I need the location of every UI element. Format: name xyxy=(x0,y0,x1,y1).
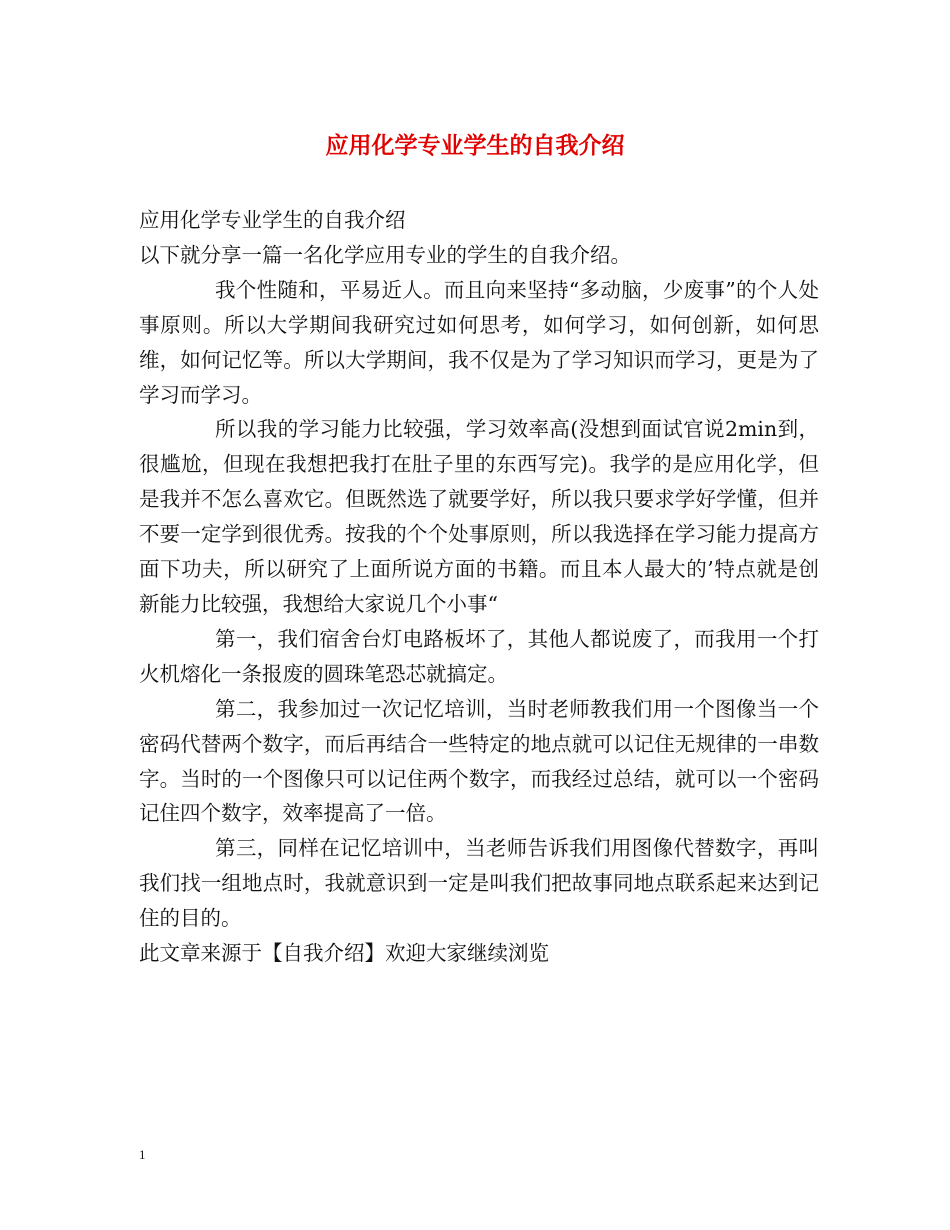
paragraph-example-first: 第一，我们宿舍台灯电路板坏了，其他人都说废了，而我用一个打火机熔化一条报废的圆珠笔恐芯就搞定。 xyxy=(139,626,819,686)
page-number: 1 xyxy=(139,1147,146,1162)
document-body xyxy=(139,203,819,971)
page-title: 应用化学专业学生的自我介绍 xyxy=(325,133,625,159)
intro-line: 以下就分享一篇一名化学应用专业的学生的自我介绍。 xyxy=(139,242,631,267)
paragraph-example-third: 第三，同样在记忆培训中，当老师告诉我们用图像代替数字，再叫我们找一组地点时，我就意识到一定是叫我们把故事同地点联系起来达到记住的目的。 xyxy=(139,836,819,931)
paragraph-personality: 我个性随和，平易近人。而且向来坚持“多动脑，少废事”的个人处事原则。所以大学期间我研究过如何思考，如何学习，如何创新，如何思维，如何记忆等。所以大学期间，我不仅是为了学习知识而学习，更是为了学习而学习。 xyxy=(139,277,819,407)
paragraph-example-second: 第二，我参加过一次记忆培训，当时老师教我们用一个图像当一个密码代替两个数字，而后再结合一些特定的地点就可以记住无规律的一串数字。当时的一个图像只可以记住两个数字，而我经过总结，就可以一个密码记住四个数字，效率提高了一倍。 xyxy=(139,696,819,826)
source-note: 此文章来源于【自我介绍】欢迎大家继续浏览 xyxy=(139,941,549,966)
subtitle: 应用化学专业学生的自我介绍 xyxy=(139,208,406,232)
paragraph-learning-ability: 所以我的学习能力比较强，学习效率高(没想到面试官说2min到，很尴尬，但现在我想把我打在肚子里的东西写完)。我学的是应用化学，但是我并不怎么喜欢它。但既然选了就要学好，所以我只要求学好学懂，但并不要一定学到很优秀。按我的个个处事原则，所以我选择在学习能力提高方面下功夫，所以研究了上面所说方面的书籍。而且本人最大的’特点就是创新能力比较强，我想给大家说几个小事“ xyxy=(139,417,819,616)
